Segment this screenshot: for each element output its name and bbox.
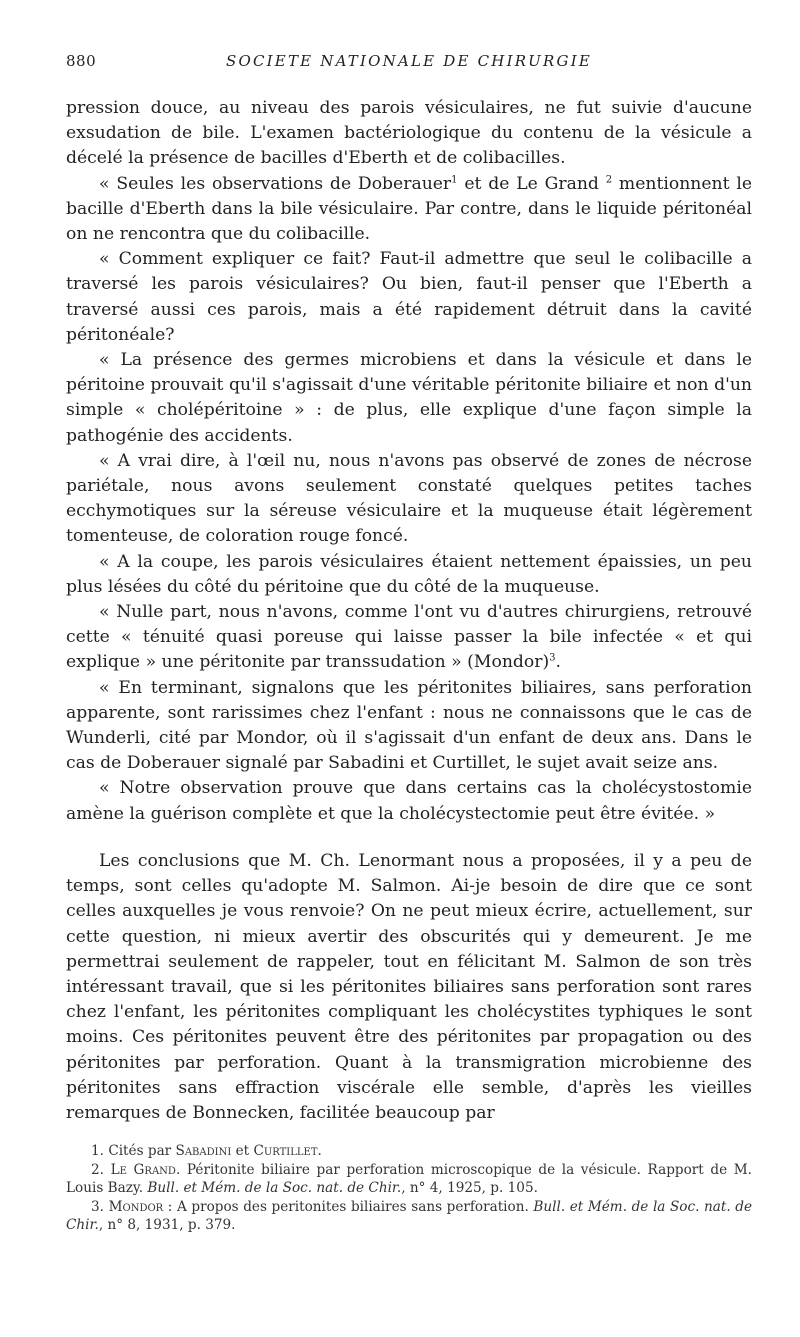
footnote-2-end: , n° 4, 1925, p. 105. [401,1180,538,1197]
footnote-3-text: : A propos des peritonites biliaires sans perforation. [163,1198,534,1215]
paragraph-10: Les conclusions que M. Ch. Lenormant nous a proposées, il y a peu de temps, sont celles qu'adopte M. Salmon. Ai-je besoin de dire que ce sont celles auxquelles je vous renvoie? On ne peut mieux écrire, actuellement, sur cette question, ni mieux avertir des obscurités qui y demeurent. Je me permettrai seulement de rappeler, tout en félicitant M. Salmon de son très intéressant travail, que si les péritonites biliaires sans perforation sont rares chez l'enfant, les péritonites compliquant les cholécystites typhiques le sont moins. Ces péritonites peuvent être des péritonites par propagation ou des péritonites par perforation. Quant à la transmigration microbienne des péritonites sans effraction viscérale elle semble, d'après les vieilles remarques de Bonnecken, facilitée beaucoup par [66,850,752,1123]
paragraph-2-end: mentionnent le bacille d'Eberth dans la bile vésiculaire. Par contre, dans le liquide péritonéal on ne rencontra que du colibacille. [66,173,752,245]
paragraph-7 [66,600,752,676]
footnote-1 [66,1142,752,1161]
paragraph-2 [66,172,752,248]
footnote-1-author2: Curtillet [253,1143,318,1160]
footnote-ref-2: 2 [605,173,613,185]
footnote-3-number: 3. [91,1198,104,1215]
page [66,52,752,1235]
footnote-1-author: Sabadini [175,1143,232,1160]
footnote-3-journal: Bull. et Mém. de la Soc. nat. de Chir. [66,1198,752,1234]
footnote-ref-3: 3 [549,652,556,664]
paragraph-7-text: « Nulle part, nous n'avons, comme l'ont vu d'autres chirurgiens, retrouvé cette « ténuité quasi poreuse qui laisse passer la bile infectée « et qui explique » une péritonite par transsudation » (Mondor) [66,602,752,673]
footnote-1-number: 1. [91,1143,104,1160]
footnote-3-author: Mondor [108,1198,164,1215]
running-header [66,52,752,78]
paragraph-2-start: « Seules les observations de Doberauer [99,173,452,194]
footnote-2 [66,1161,752,1198]
footnote-1-mid: et [231,1143,254,1160]
running-title: SOCIETE NATIONALE DE CHIRURGIE [226,52,592,70]
footnote-2-journal: Bull. et Mém. de la Soc. nat. de Chir. [147,1180,402,1197]
footnote-3 [66,1198,752,1235]
footnote-3-end: , n° 8, 1931, p. 379. [98,1217,236,1234]
paragraph-3: « Comment expliquer ce fait? Faut-il admettre que seul le colibacille a traversé les parois vésiculaires? Ou bien, faut-il penser que l'Eberth a traversé aussi ces parois, mais a été rapidement détruit dans la cavité péritonéale? [66,249,752,345]
paragraph-5: « A vrai dire, à l'œil nu, nous n'avons pas observé de zones de nécrose pariétale, nous avons seulement constaté quelques petites taches ecchymotiques sur la séreuse vésiculaire et la muqueuse était légèrement tomenteuse, de coloration rouge foncé. [66,450,752,547]
footnote-2-author: Le Grand [110,1161,176,1178]
footnote-2-number: 2. [91,1161,104,1178]
page-number: 880 [66,52,97,70]
body-text [66,96,752,1126]
footnotes [66,1142,752,1235]
paragraph-8: « En terminant, signalons que les péritonites biliaires, sans perforation apparente, sont rarissimes chez l'enfant : nous ne connaissons que le cas de Wunderli, cité par Mondor, où il s'agissait d'un enfant de deux ans. Dans le cas de Doberauer signalé par Sabadini et Curtillet, le sujet avait seize ans. [66,677,752,774]
paragraph-7-end: . [555,652,561,673]
paragraph-2-mid: et de Le Grand [457,173,606,194]
paragraph-6: « A la coupe, les parois vésiculaires étaient nettement épaissies, un peu plus lésées du côté du péritoine que du côté de la muqueuse. [66,551,752,597]
paragraph-1: pression douce, au niveau des parois vésiculaires, ne fut suivie d'aucune exsudation de bile. L'examen bactériologique du contenu de la vésicule a décelé la présence de bacilles d'Eberth et de colibacilles. [66,98,752,169]
footnote-1-end: . [317,1143,322,1160]
footnote-ref-1: 1 [451,173,458,185]
paragraph-9: « Notre observation prouve que dans certains cas la cholécystostomie amène la guérison complète et que la cholécystectomie peut être évitée. » [66,778,752,824]
footnote-1-pre: Cités par [108,1143,176,1160]
footnote-2-text: . Péritonite biliaire par perforation microscopique de la vésicule. Rapport de M. Louis Bazy. [66,1161,752,1197]
paragraph-4: « La présence des germes microbiens et dans la vésicule et dans le péritoine prouvait qu'il s'agissait d'une véritable péritonite biliaire et non d'un simple « cholépéritoine » : de plus, elle explique d'une façon simple la pathogénie des accidents. [66,350,752,446]
